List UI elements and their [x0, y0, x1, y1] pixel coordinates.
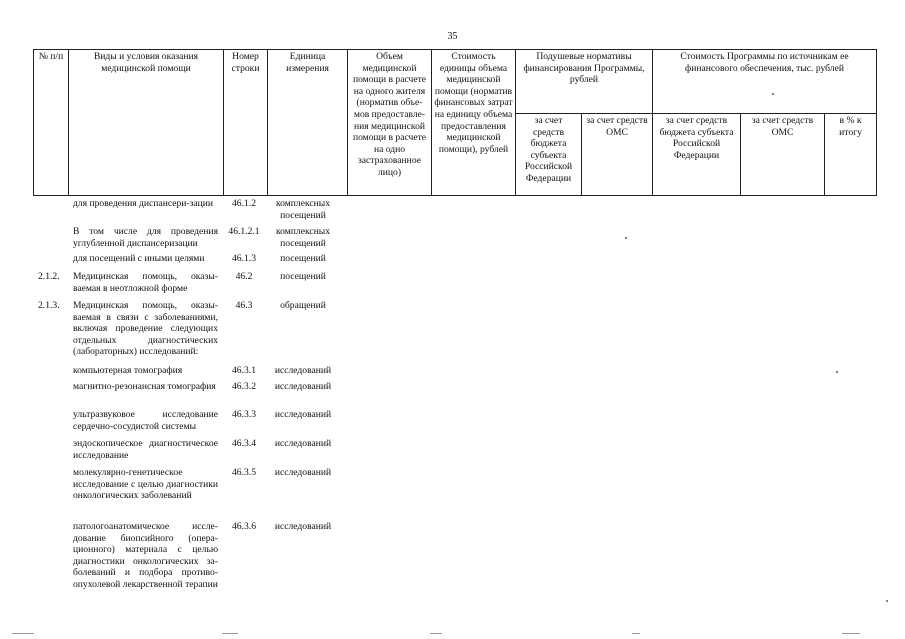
row-unit: исследований	[274, 365, 332, 376]
row-name: для проведения диспансери-зации	[73, 198, 214, 209]
row-unit: обращений	[280, 300, 326, 311]
row-line: 46.3.1	[232, 365, 256, 376]
row-name: Медицинская помощь, оказы-ваемая в связи с заболеваниями, включая проведение следующих отдельных диагностических (лабораторных) исследований:	[73, 300, 218, 358]
scan-speck	[836, 371, 838, 373]
row-name: В том числе для проведения углубленной диспансеризации	[73, 226, 218, 249]
page-number: 35	[447, 31, 458, 42]
scan-speck	[772, 93, 774, 95]
row-name: патологоанатомическое иссле-дование биопсийного (опера-ционного) материала с целью диагностики онкологических за-болеваний и подбора противо-опухолевой лекарственной терапии	[73, 521, 218, 590]
row-unit: посещений	[280, 253, 326, 264]
header-col-program-oms: за счет средств ОМС	[741, 114, 825, 196]
header-col-line: Номер строки	[224, 50, 268, 196]
scan-mark	[842, 633, 860, 634]
header-col-volume: Объем медицинской помощи в расчете на одного жителя (норматив объе-мов предоставле-ния медицинской помощи в расчете на одно застрахованное лицо)	[348, 50, 432, 196]
scan-footer-marks	[0, 629, 905, 639]
row-line: 46.1.2.1	[228, 226, 260, 237]
row-name: ультразвуковое исследование сердечно-сосудистой системы	[73, 409, 218, 432]
row-line: 46.1.2	[232, 198, 256, 209]
scan-speck	[886, 600, 888, 602]
header-col-types: Виды и условия оказания медицинской помощи	[69, 50, 224, 196]
scan-speck	[625, 237, 627, 239]
row-num: 2.1.2.	[38, 271, 60, 282]
row-unit: исследований	[274, 467, 332, 478]
scan-mark	[12, 633, 34, 634]
row-unit: исследований	[274, 381, 332, 392]
row-unit: комплексных посещений	[275, 198, 331, 221]
row-name: Медицинская помощь, оказы-ваемая в неотложной форме	[73, 271, 218, 294]
row-line: 46.3.6	[232, 521, 256, 532]
row-name: молекулярно-генетическое исследование с целью диагностики онкологических заболеваний	[73, 467, 218, 502]
header-col-program-pct: в % к итогу	[825, 114, 877, 196]
header-col-percapita-oms: за счет средств ОМС	[582, 114, 653, 196]
row-line: 46.3.3	[232, 409, 256, 420]
row-line: 46.3.5	[232, 467, 256, 478]
row-line: 46.3.4	[232, 438, 256, 449]
header-col-percapita: Подушевые нормативы финансирования Программы, рублей	[516, 50, 653, 114]
row-num: 2.1.3.	[38, 300, 60, 311]
row-name: эндоскопическое диагностическое исследование	[73, 438, 218, 461]
header-col-num: № п/п	[34, 50, 69, 196]
header-col-program: Стоимость Программы по источникам ее финансового обеспечения, тыс. рублей	[653, 50, 877, 114]
row-unit: исследований	[274, 438, 332, 449]
row-name: магнитно-резонансная томография	[73, 381, 216, 392]
row-line: 46.3	[235, 300, 253, 311]
scan-mark	[430, 633, 442, 634]
header-col-unit: Единица измерения	[268, 50, 348, 196]
row-unit: комплексных посещений	[275, 226, 331, 249]
header-col-cost: Стоимость единицы объема медицинской помощи (норматив финансовых затрат на единицу объема предоставления медицинской помощи), рублей	[432, 50, 516, 196]
row-line: 46.2	[235, 271, 253, 282]
row-name: компьютерная томография	[73, 365, 183, 376]
header-col-percapita-budget: за счет средств бюджета субъекта Российской Федерации	[516, 114, 582, 196]
row-line: 46.3.2	[232, 381, 256, 392]
row-unit: исследований	[274, 409, 332, 420]
scan-mark	[222, 633, 238, 634]
row-unit: исследований	[274, 521, 332, 532]
header-col-program-budget: за счет средств бюджета субъекта Российской Федерации	[653, 114, 741, 196]
header-table	[33, 49, 877, 196]
row-unit: посещений	[280, 271, 326, 282]
row-line: 46.1.3	[232, 253, 256, 264]
scan-mark	[632, 633, 640, 634]
row-name: для посещений с иными целями	[73, 253, 205, 264]
